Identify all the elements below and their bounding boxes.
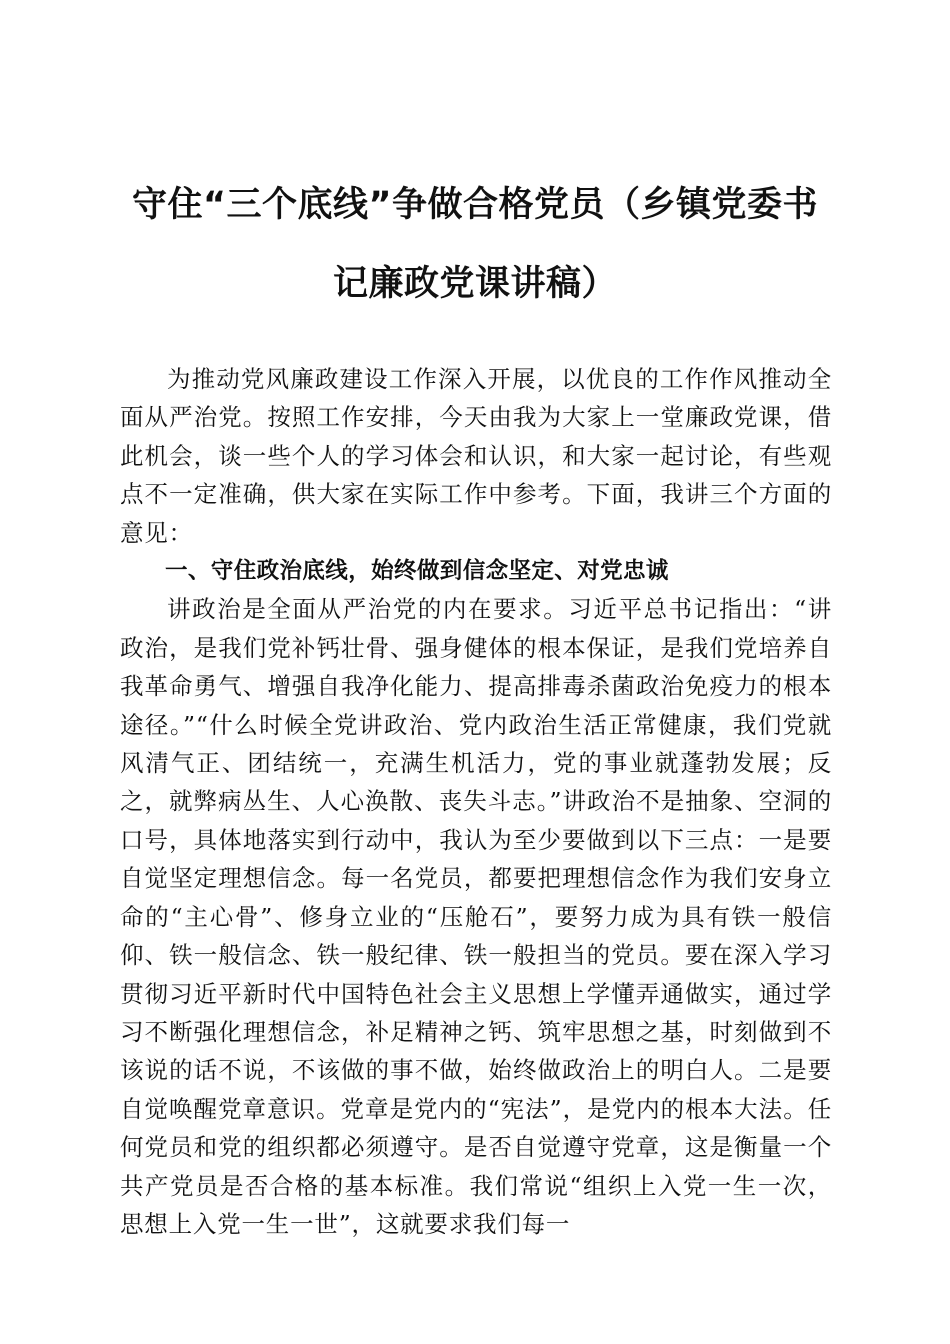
section-1-paragraph: 讲政治是全面从严治党的内在要求。习近平总书记指出：“讲政治，是我们党补钙壮骨、强身健体的根本保证，是我们党培养自我革命勇气、增强自我净化能力、提高排毒杀菌政治免疫力的根本途径。”“什么时候全党讲政治、党内政治生活正常健康，我们党就风清气正、团结统一，充满生机活力，党的事业就蓬勃发展；反之，就弊病丛生、人心涣散、丧失斗志。”讲政治不是抽象、空洞的口号，具体地落实到行动中，我认为至少要做到以下三点：一是要自觉坚定理想信念。每一名党员，都要把理想信念作为我们安身立命的“主心骨”、修身立业的“压舱石”，要努力成为具有铁一般信仰、铁一般信念、铁一般纪律、铁一般担当的党员。要在深入学习贯彻习近平新时代中国特色社会主义思想上学懂弄通做实，通过学习不断强化理想信念，补足精神之钙、筑牢思想之基，时刻做到不该说的话不说，不该做的事不做，始终做政治上的明白人。二是要自觉唤醒党章意识。党章是党内的“宪法”，是党内的根本大法。任何党员和党的组织都必须遵守。是否自觉遵守党章，这是衡量一个共产党员是否合格的基本标准。我们常说“组织上入党一生一次，思想上入党一生一世”，这就要求我们每一 [120,595,832,1238]
title-line-2: 记廉政党课讲稿） [332,264,617,304]
intro-paragraph: 为推动党风廉政建设工作深入开展，以优良的工作作风推动全面从严治党。按照工作安排，今天由我为大家上一堂廉政党课，借此机会，谈一些个人的学习体会和认识，和大家一起讨论，有些观点不一定准确，供大家在实际工作中参考。下面，我讲三个方面的意见： [120,365,832,547]
section-1-heading: 一、守住政治底线，始终做到信念坚定、对党忠诚 [165,558,669,585]
document-title [112,166,838,324]
title-line-1: 守住“三个底线”争做合格党员（乡镇党委书 [131,185,818,225]
document-body [120,360,832,1243]
